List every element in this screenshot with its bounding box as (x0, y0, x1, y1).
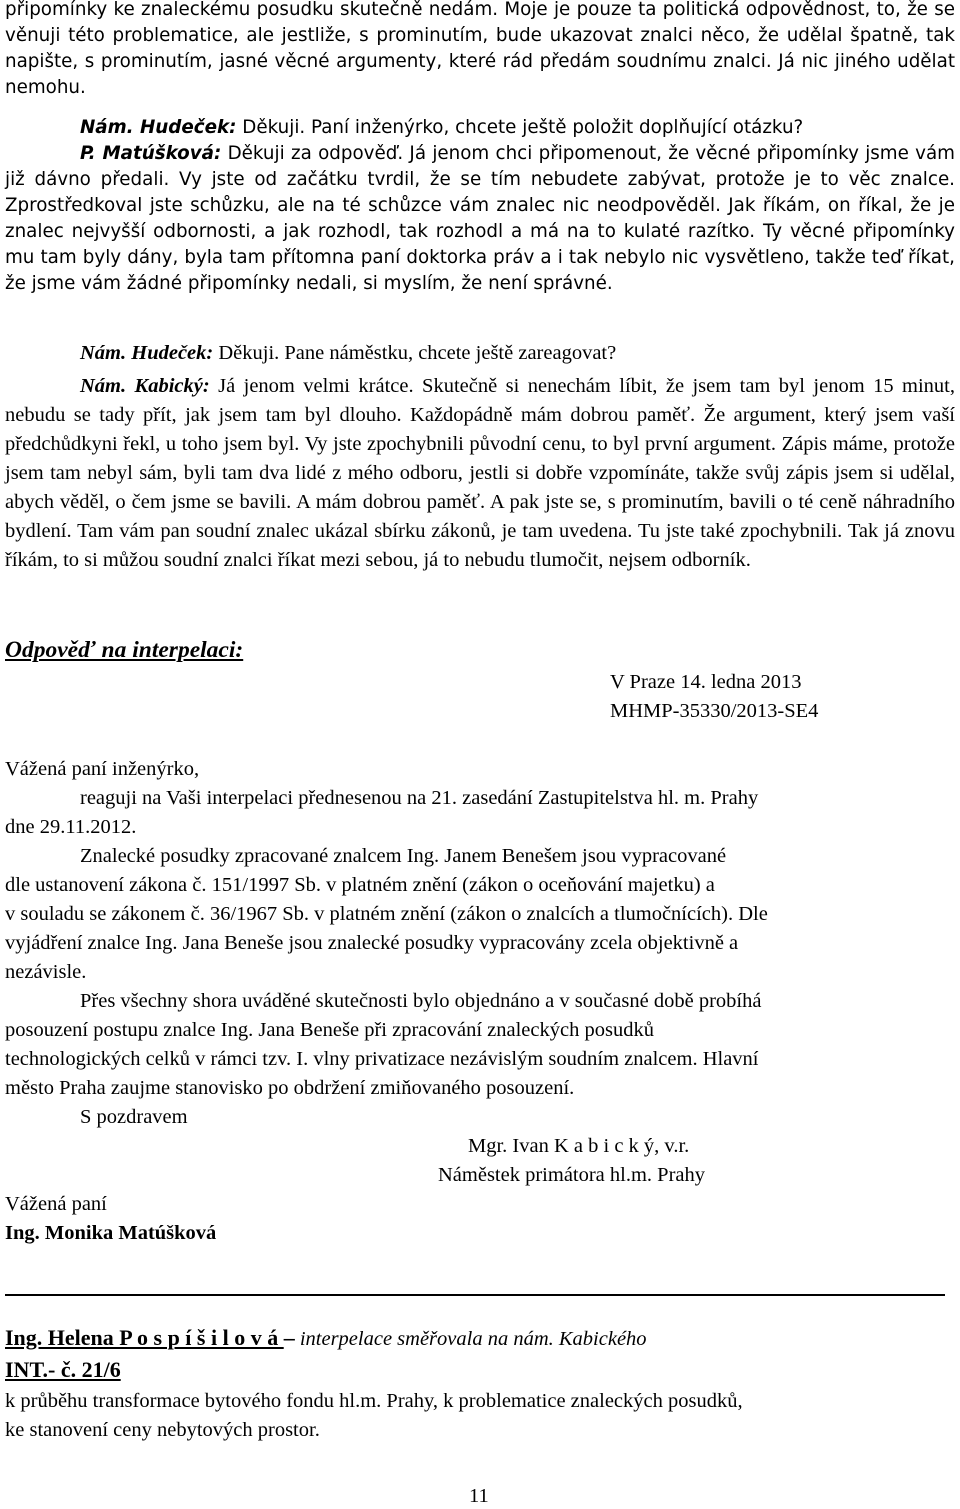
answer-line: Znalecké posudky zpracované znalcem Ing. Janem Benešem jsou vypracované (80, 845, 727, 867)
speech-text: Já jenom velmi krátce. Skutečně si nenechám líbit, že jsem tam byl jenom 15 minut, nebudu se tady přít, jak jsem tam byl dlouho. Každopádně mám dobrou paměť. Že argument, který jsem vaší předchůdkyni řekl, u toho jsem byl. Vy jste zpochybnili původní cenu, to byl první argument. Zápis máme, protože jsem tam nebyl sám, byli tam dva lidé z mého odboru, jestli si dobře vzpomínáte, takže svůj zápis jsem si udělal, abych věděl, o čem jsme se bavili. A mám dobrou paměť. A pak jste se, s prominutím, bavili o té ceně náhradního bydlení. Tam vám pan soudní znalec ukázal sbírku zákonů, je tam uvedena. Tu jste také zpochybnili. Tak já znovu říkám, to si můžou soudní znalci říkat mezi sebou, já to nebudu tlumočit, nejsem odborník. (5, 375, 955, 571)
answer-line: dne 29.11.2012. (5, 816, 137, 838)
answer-line: posouzení postupu znalce Ing. Jana Beneše při zpracování znaleckých posudků (5, 1019, 654, 1041)
answer-line: Přes všechny shora uváděné skutečnosti bylo objednáno a v současné době probíhá (80, 990, 762, 1012)
next-interpellation-header (5, 1325, 647, 1351)
signer-name: Mgr. Ivan K a b i c k ý, v.r. (468, 1135, 690, 1157)
speaker-hudecek: Nám. Hudeček: (80, 342, 214, 364)
dash: – (283, 1325, 295, 1350)
answer-heading: Odpověď na interpelaci: (5, 637, 244, 663)
answer-line: technologických celků v rámci tzv. I. vlny privatizace nezávislým soudním znalcem. Hlavní (5, 1048, 759, 1070)
recipient-note: interpelace směřovala na nám. Kabického (294, 1328, 647, 1350)
debate-paragraph-1: připomínky ke znaleckému posudku skutečně nedám. Moje je pouze ta politická odpovědnost, to, že se věnuji této problematice, ale jestliže, s prominutím, bude ukazovat znalci něco, že udělal špatně, tak napište, s prominutím, jasné věcné argumenty, které rád předám soudnímu znalci. Já nic jiného udělat nemohu. (5, 0, 955, 98)
addressee-line-1: Vážená paní (5, 1193, 107, 1215)
subject-line-1: k průběhu transformace bytového fondu hl.m. Prahy, k problematice znaleckých posudků, (5, 1390, 743, 1412)
subject-line-2: ke stanovení ceny nebytových prostor. (5, 1419, 320, 1441)
author-name: Ing. Helena P o s p í š i l o v á (5, 1325, 284, 1350)
reference-number: MHMP-35330/2013-SE4 (610, 700, 819, 722)
speaker-kabicky: Nám. Kabický: (80, 375, 210, 397)
answer-line: vyjádření znalce Ing. Jana Beneše jsou znalecké posudky vypracovány zcela objektivně a (5, 932, 739, 954)
closing: S pozdravem (80, 1106, 188, 1128)
section-divider (5, 1294, 945, 1296)
debate-paragraph-4 (5, 339, 955, 368)
answer-line: město Praha zaujme stanovisko po obdržení zmiňovaného posouzení. (5, 1077, 575, 1099)
place-date: V Praze 14. ledna 2013 (610, 671, 802, 693)
page-number: 11 (469, 1485, 489, 1507)
speaker-hudecek: Nám. Hudeček: (80, 117, 237, 138)
debate-paragraph-5 (5, 372, 955, 575)
speaker-matuskova: P. Matúšková: (80, 143, 222, 164)
answer-line: reaguji na Vaši interpelaci přednesenou na 21. zasedání Zastupitelstva hl. m. Prahy (80, 787, 759, 809)
addressee-name: Ing. Monika Matúšková (5, 1222, 217, 1244)
speech-text: Děkuji. Pane náměstku, chcete ještě zareagovat? (213, 342, 617, 364)
speech-text: Děkuji. Paní inženýrko, chcete ještě položit doplňující otázku? (236, 117, 804, 138)
debate-paragraph-3 (5, 141, 955, 297)
answer-line: v souladu se zákonem č. 36/1967 Sb. v platném znění (zákon o znalcích a tlumočnících). Dle (5, 903, 768, 925)
debate-paragraph-2 (5, 115, 955, 141)
signer-title: Náměstek primátora hl.m. Prahy (438, 1164, 706, 1186)
interpellation-number: INT.- č. 21/6 (5, 1357, 121, 1382)
answer-line: nezávisle. (5, 961, 87, 983)
salutation: Vážená paní inženýrko, (5, 758, 200, 780)
answer-line: dle ustanovení zákona č. 151/1997 Sb. v platném znění (zákon o oceňování majetku) a (5, 874, 715, 896)
speech-text: Děkuji za odpověď. Já jenom chci připomenout, že věcné připomínky jsme vám již dávno předali. Vy jste od začátku tvrdil, že se tím nebudete zabývat, protože je to věc znalce. Zprostředkoval jste schůzku, ale na té schůzce vám znalec nic neodpověděl. Jak říkám, on říkal, že je znalec nejvyšší odbornosti, a jak rozhodl, tak rozhodl a má na to kulaté razítko. Ty věcné připomínky mu tam byly dány, byla tam přítomna paní doktorka práv a i tak nebylo nic vysvětleno, takže teď říkat, že jsme vám žádné připomínky nedali, si myslím, že není správné. (5, 143, 955, 294)
